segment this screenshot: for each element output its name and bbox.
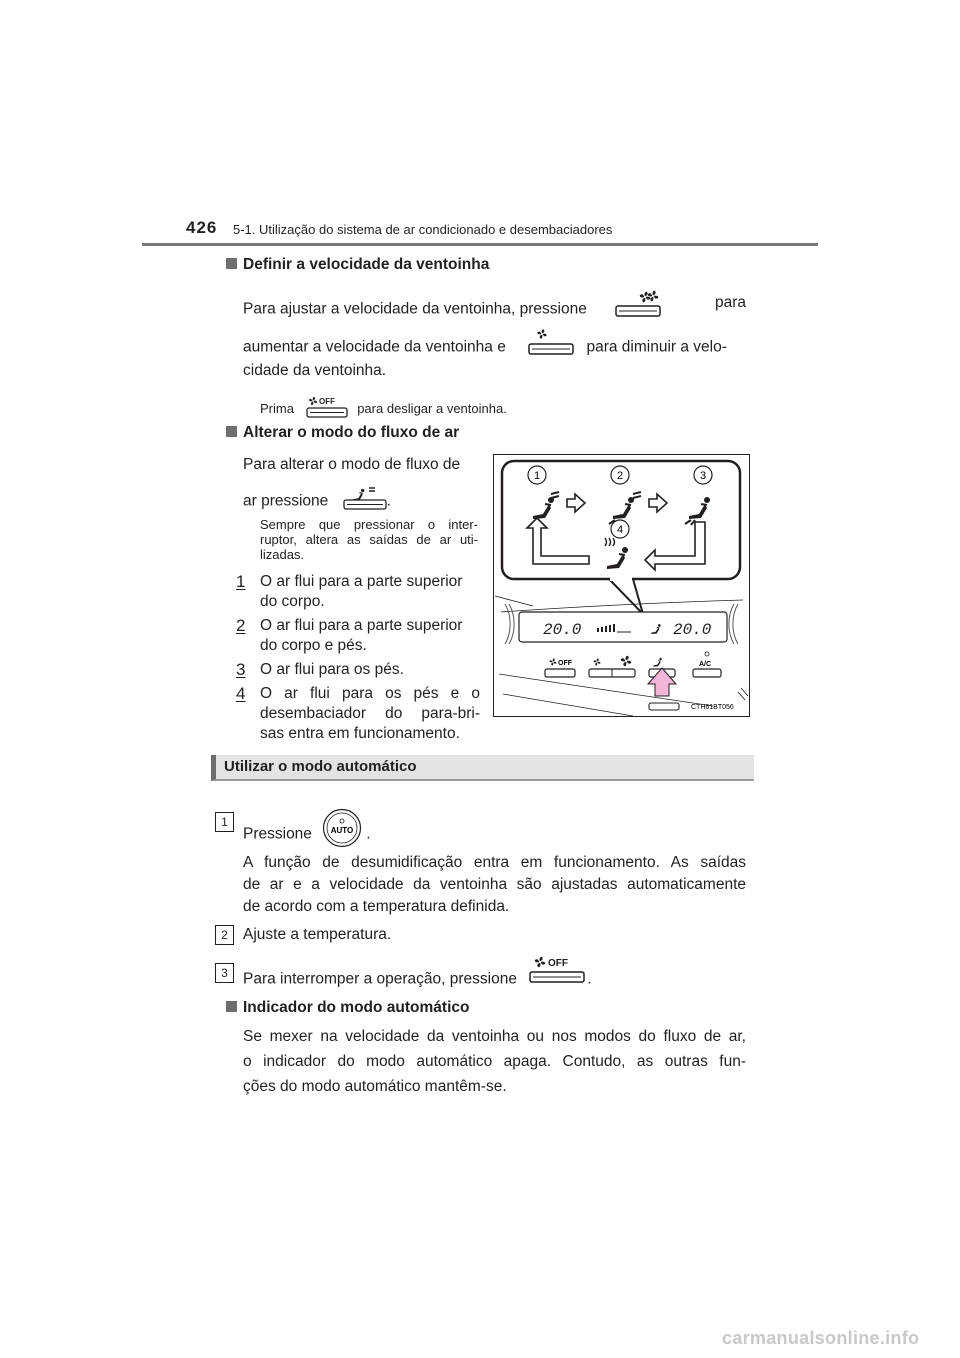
svg-text:OFF: OFF [558, 660, 572, 667]
list-item: 2 O ar flui para a parte superior do corpo e pés. [236, 616, 463, 654]
callout-4 [611, 520, 629, 538]
fan-paragraph-line1: Para ajustar a velocidade da ventoinha, pressione para [243, 290, 746, 329]
display-temp-left: 20.0 [543, 621, 582, 639]
airflow-item-list [236, 572, 480, 744]
callout-3 [694, 466, 712, 484]
auto-button-icon [322, 808, 362, 857]
step-1-line: Pressione AUTO . [243, 810, 371, 859]
square-bullet-icon [226, 1001, 237, 1012]
fan-up-button-icon [615, 290, 661, 329]
svg-text:A/C: A/C [699, 661, 712, 668]
step-number-1: 1 [215, 812, 234, 832]
fan-off-button-icon [306, 396, 348, 423]
heading-fan-speed: Definir a velocidade da ventoinha [226, 256, 489, 274]
step-3-line: Para interromper a operação, pressione OFF . [243, 960, 592, 999]
item-number: 4 [236, 684, 246, 703]
svg-text:4: 4 [616, 524, 624, 536]
step-1-paragraph: A função de desumidificação entra em funcionamento. As saídas de ar e a velocidade da ventoinha são ajustadas automaticamente de acordo com a temperatura definida. [243, 854, 746, 915]
airflow-paragraph-line1: Para alterar o modo de fluxo de [243, 456, 461, 473]
heading-auto-indicator: Indicador do modo automático [226, 999, 469, 1017]
step-number-3: 3 [215, 963, 234, 983]
airflow-note: Sempre que pressionar o inter- ruptor, altera as saídas de ar uti- lizadas. [260, 517, 478, 562]
list-item: 1 O ar flui para a parte superior do corpo. [236, 572, 463, 610]
chapter-title: 5-1. Utilização do sistema de ar condicionado e desembaciadores [233, 222, 613, 237]
heading-airflow-mode: Alterar o modo do fluxo de ar [226, 424, 459, 442]
list-item: 4 O ar flui para os pés e o desembaciador do para-bri- sas entra em funcionamento. [236, 684, 480, 742]
square-bullet-icon [226, 258, 237, 269]
figure-code: CTH61BT056 [691, 704, 734, 711]
item-number: 3 [236, 660, 246, 679]
svg-text:AUTO: AUTO [330, 826, 354, 835]
page-number: 426 [186, 218, 218, 237]
fan-off-button-icon [529, 956, 587, 995]
airflow-paragraph-line2: ar pressione . [243, 482, 391, 521]
square-bullet-icon [226, 426, 237, 437]
fan-paragraph-line3: cidade da ventoinha. [243, 362, 387, 379]
header-rule [142, 243, 818, 246]
fan-paragraph-line2: aumentar a velocidade da ventoinha e para diminuir a velo- [243, 328, 746, 367]
watermark: carmanualsonline.info [722, 1328, 920, 1348]
figure-svg [493, 454, 750, 717]
item-number: 1 [236, 572, 246, 591]
fan-down-button-icon [528, 328, 574, 367]
svg-text:OFF: OFF [548, 958, 569, 969]
auto-indicator-paragraph: Se mexer na velocidade da ventoinha ou nos modos do fluxo de ar, o indicador do modo automático apaga. Contudo, as outras fun- ções do modo automático mantêm-se. [243, 1028, 746, 1095]
svg-text:OFF: OFF [318, 397, 335, 406]
airflow-mode-button-icon [343, 482, 387, 521]
display-temp-right: 20.0 [673, 621, 712, 639]
svg-text:2: 2 [616, 470, 624, 482]
panel-ac-button [693, 669, 721, 677]
climate-control-figure [493, 454, 750, 717]
svg-text:3: 3 [699, 470, 707, 482]
callout-1 [528, 466, 546, 484]
svg-text:1: 1 [533, 470, 541, 482]
item-number: 2 [236, 616, 246, 635]
fan-off-note: Prima OFF para desligar a ventoinha. [260, 396, 507, 423]
step-2-line: Ajuste a temperatura. [243, 926, 392, 943]
panel-off-button [545, 669, 575, 677]
callout-2 [611, 466, 629, 484]
section-banner-auto-mode: Utilizar o modo automático [211, 755, 754, 781]
list-item: 3 O ar flui para os pés. [236, 660, 404, 679]
step-number-2: 2 [215, 925, 234, 945]
